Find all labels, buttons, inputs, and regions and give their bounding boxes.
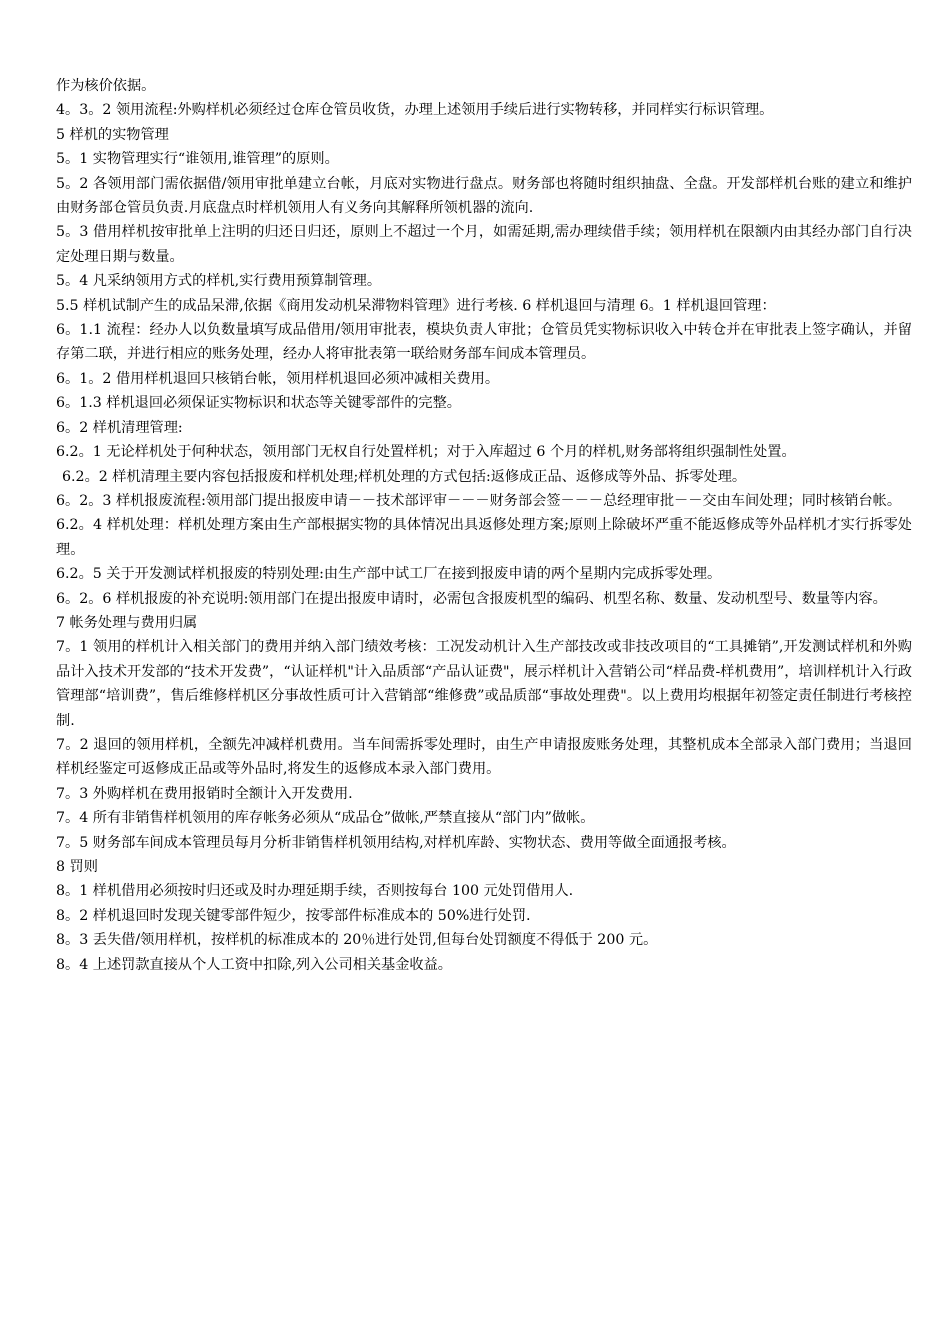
- paragraph: 7。2 退回的领用样机，全额先冲减样机费用。当车间需拆零处理时，由生产申请报废账务处理，其整机成本全部录入部门费用；当退回样机经鉴定可返修成正品或等外品时,将发生的返修成本录入部门费用。: [56, 736, 912, 778]
- paragraph: 8。4 上述罚款直接从个人工资中扣除,列入公司相关基金收益。: [56, 956, 452, 973]
- paragraph: 8。1 样机借用必须按时归还或及时办理延期手续，否则按每台 100 元处罚借用人.: [56, 883, 574, 900]
- paragraph: 7。3 外购样机在费用报销时全额计入开发费用.: [56, 785, 353, 802]
- paragraph: 7。5 财务部车间成本管理员每月分析非销售样机领用结构,对样机库龄、实物状态、费用等做全面通报考核。: [56, 834, 736, 851]
- paragraph: 6.2。2 样机清理主要内容包括报废和样机处理;样机处理的方式包括:返修成正品、返修成等外品、拆零处理。: [62, 468, 747, 485]
- section-heading: 5 样机的实物管理: [56, 126, 169, 143]
- paragraph: 5.5 样机试制产生的成品呆滞,依据《商用发动机呆滞物料管理》进行考核. 6 样机退回与清理 6。1 样机退回管理：: [56, 297, 776, 314]
- document-body: [56, 74, 912, 977]
- section-heading: 8 罚则: [56, 859, 98, 875]
- paragraph: 6。1.3 样机退回必须保证实物标识和状态等关键零部件的完整。: [56, 395, 461, 412]
- paragraph: 6。1.1 流程：经办人以负数量填写成品借用/领用审批表，模块负责人审批；仓管员凭实物标识收入中转仓并在审批表上签字确认，并留存第二联，并进行相应的账务处理，经办人将审批表第一联给财务部车间成本管理员。: [56, 322, 912, 363]
- section-heading: 7 帐务处理与费用归属: [56, 614, 198, 631]
- paragraph: 5。4 凡采纳领用方式的样机,实行费用预算制管理。: [56, 273, 382, 290]
- paragraph: 8。2 样机退回时发现关键零部件短少，按零部件标准成本的 50%进行处罚.: [56, 907, 531, 924]
- paragraph: 8。3 丢失借/领用样机，按样机的标准成本的 20％进行处罚,但每台处罚额度不得低于 200 元。: [56, 932, 658, 949]
- paragraph: 6.2。1 无论样机处于何种状态，领用部门无权自行处置样机；对于入库超过 6 个月的样机,财务部将组织强制性处置。: [56, 444, 796, 461]
- paragraph: 5。1 实物管理实行“谁领用,谁管理”的原则。: [56, 151, 339, 168]
- paragraph: 4。3。2 领用流程:外购样机必须经过仓库仓管员收货，办理上述领用手续后进行实物转移，并同样实行标识管理。: [56, 102, 774, 119]
- paragraph: 7。4 所有非销售样机领用的库存帐务必须从“成品仓”做帐,严禁直接从“部门内”做帐。: [56, 810, 595, 827]
- paragraph: 6。2。6 样机报废的补充说明:领用部门在提出报废申请时，必需包含报废机型的编码、机型名称、数量、发动机型号、数量等内容。: [56, 590, 887, 607]
- paragraph: 6。1。2 借用样机退回只核销台帐，领用样机退回必须冲减相关费用。: [56, 370, 500, 387]
- paragraph: 7。1 领用的样机计入相关部门的费用并纳入部门绩效考核：工况发动机计入生产部技改或非技改项目的“工具摊销”,开发测试样机和外购品计入技术开发部的“技术开发费”，“认证样机"计入品质部“产品认证费"，展示样机计入营销公司“样品费-样机费用”，培训样机计入行政管理部“培训费”，售后维修样机区分事故性质可计入营销部“维修费”或品质部“事故处理费"。以上费用均根据年初签定责任制进行考核控制.: [56, 639, 912, 729]
- paragraph: 6。2 样机清理管理:: [56, 419, 183, 436]
- paragraph: 5。2 各领用部门需依据借/领用审批单建立台帐，月底对实物进行盘点。财务部也将随时组织抽盘、全盘。开发部样机台账的建立和维护由财务部仓管员负责.月底盘点时样机领用人有义务向其解释所领机器的流向.: [56, 175, 912, 217]
- paragraph: 6.2。5 关于开发测试样机报废的特别处理:由生产部中试工厂在接到报废申请的两个星期内完成拆零处理。: [56, 566, 722, 583]
- paragraph: 6.2。4 样机处理：样机处理方案由生产部根据实物的具体情况出具返修处理方案;原则上除破坏严重不能返修成等外品样机才实行拆零处理。: [56, 517, 912, 558]
- paragraph: 6。2。3 样机报废流程:领用部门提出报废申请－－技术部评审－－－财务部会签－－－总经理审批－－交由车间处理；同时核销台帐。: [56, 492, 902, 509]
- paragraph: 5。3 借用样机按审批单上注明的归还日归还，原则上不超过一个月，如需延期,需办理续借手续；领用样机在限额内由其经办部门自行决定处理日期与数量。: [56, 224, 912, 265]
- paragraph: 作为核价依据。: [56, 78, 156, 94]
